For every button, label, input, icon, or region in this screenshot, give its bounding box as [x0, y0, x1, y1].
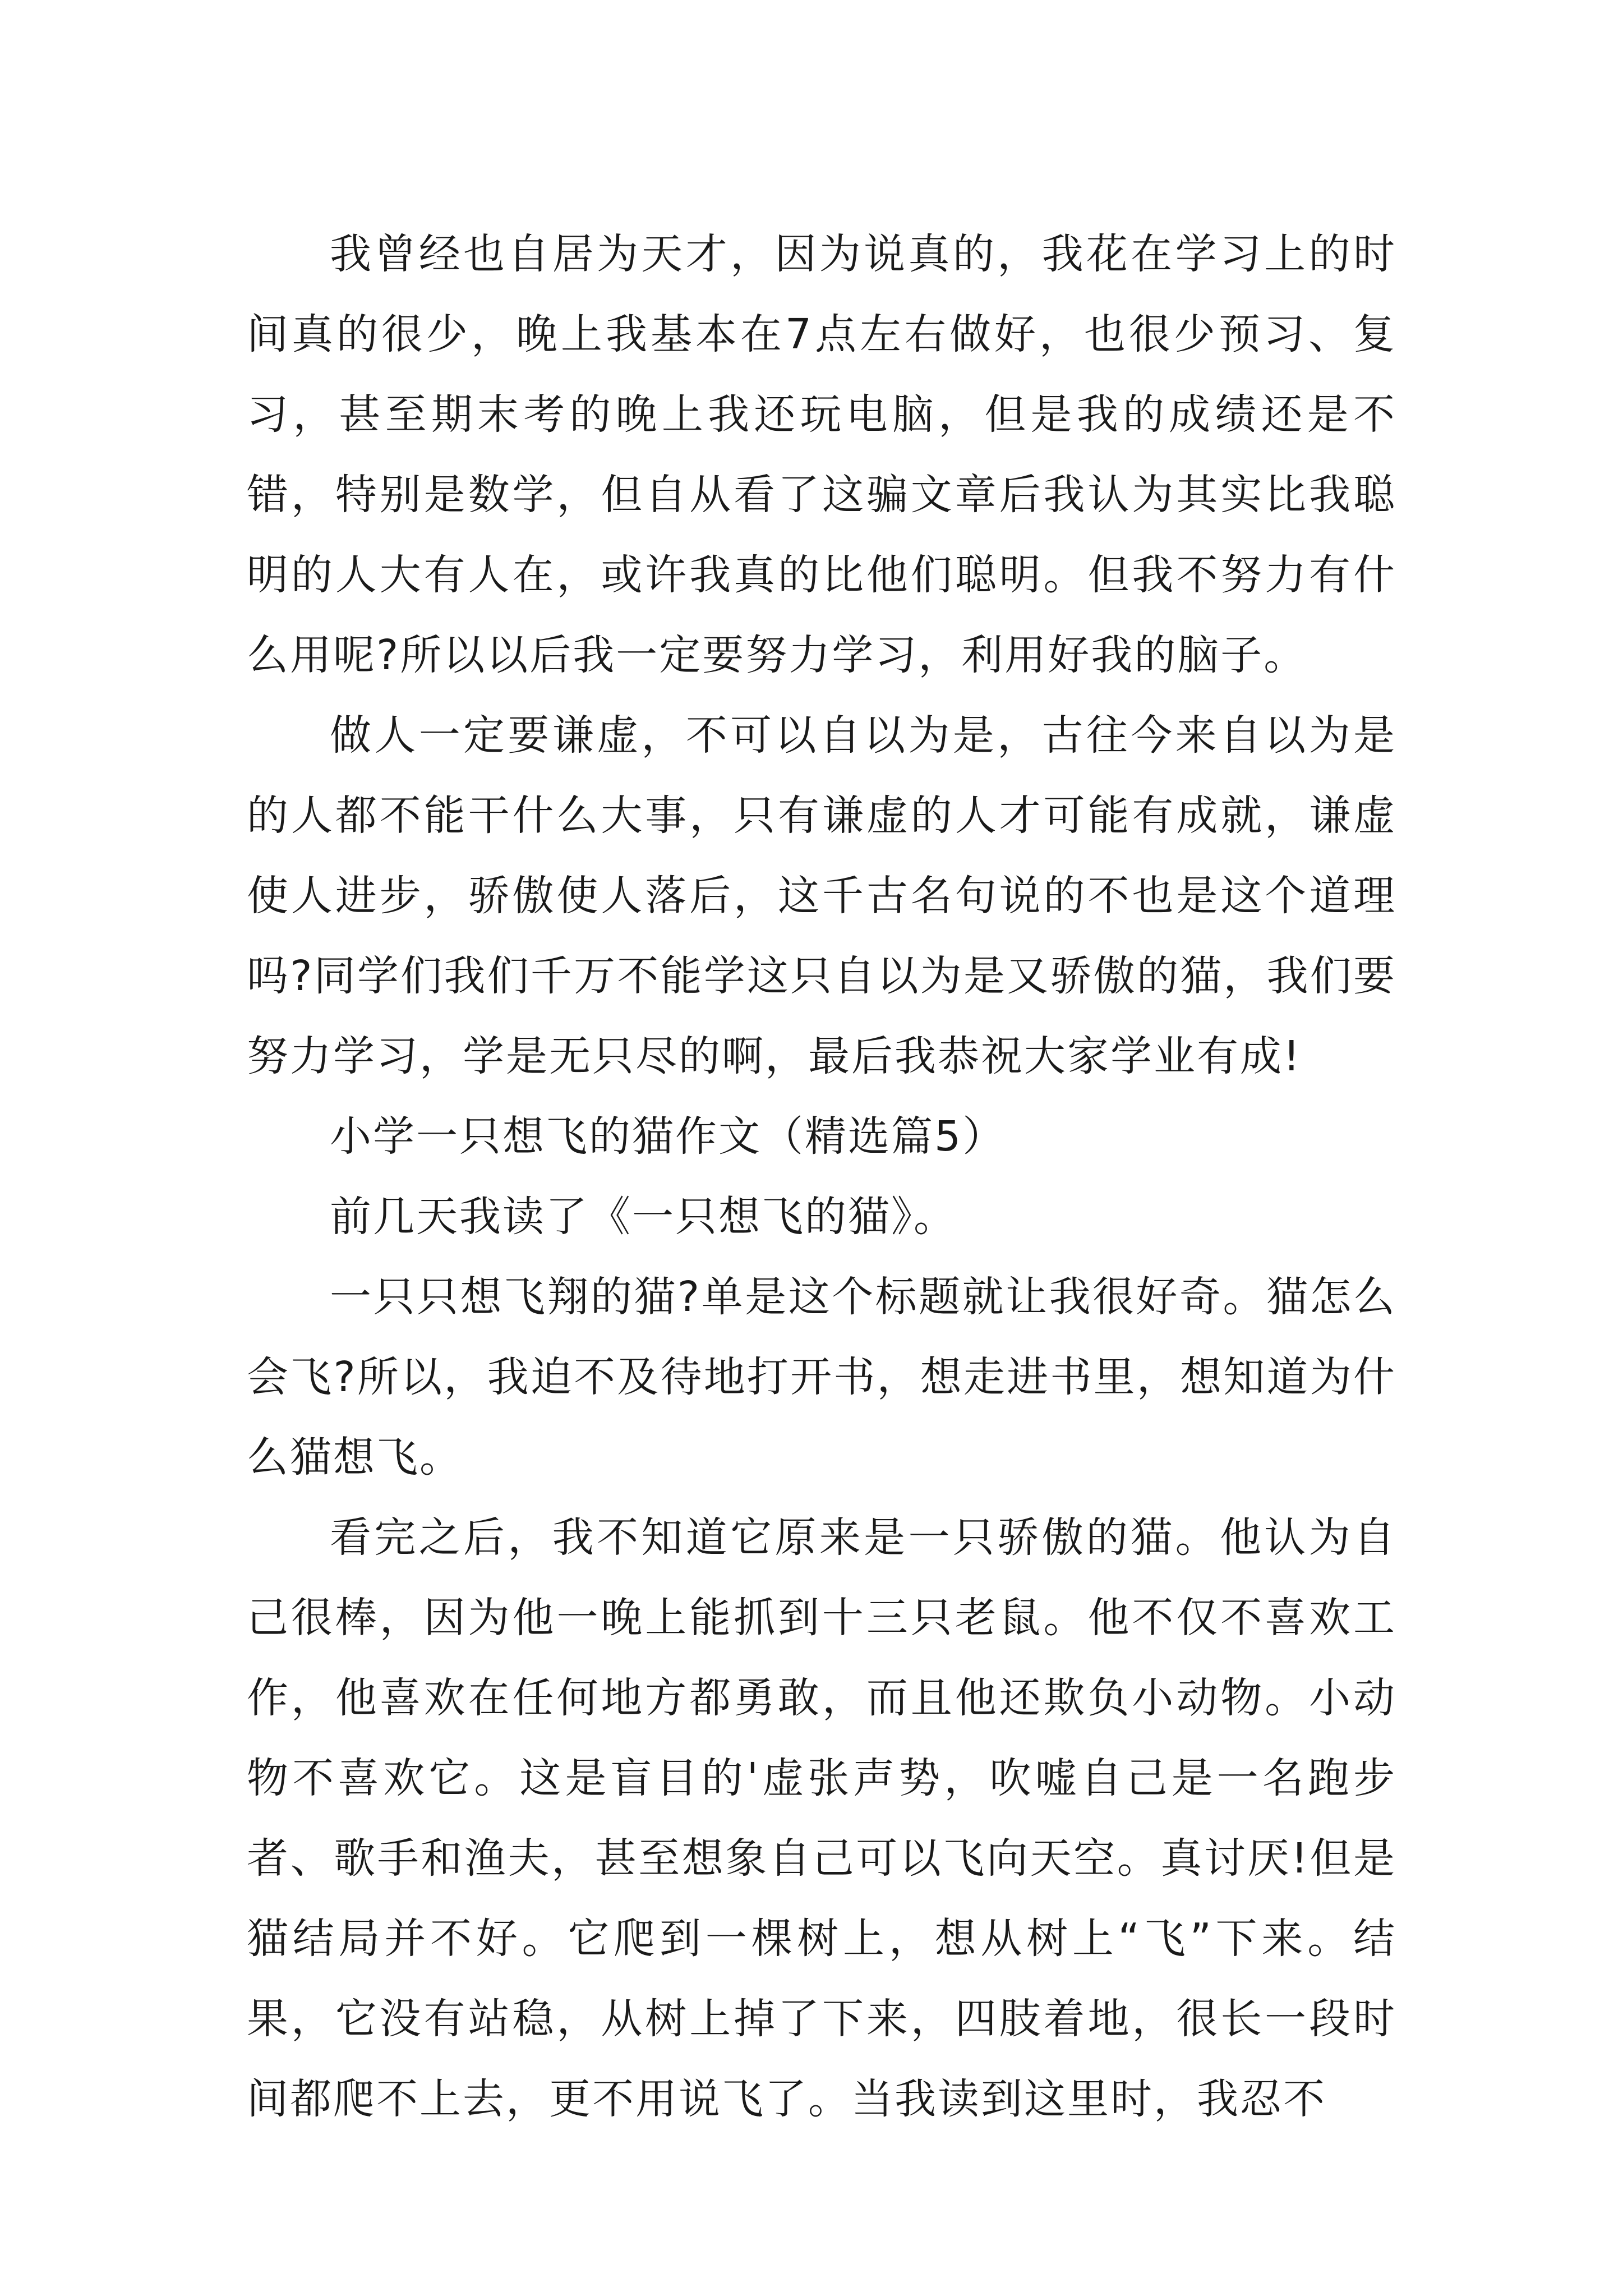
paragraph-4: 一只只想飞翔的猫?单是这个标题就让我很好奇。猫怎么会飞?所以，我迫不及待地打开书，想走进书里，想知道为什么猫想飞。 [247, 1273, 1396, 1481]
section-heading: 小学一只想飞的猫作文（精选篇5） [330, 1112, 1006, 1161]
paragraph-5: 看完之后，我不知道它原来是一只骄傲的猫。他认为自己很棒，因为他一晚上能抓到十三只老鼠。他不仅不喜欢工作，他喜欢在任何地方都勇敢，而且他还欺负小动物。小动物不喜欢它。这是盲目的'虚张声势，吹嘘自己是一名跑步者、歌手和渔夫，甚至想象自己可以飞向天空。真讨厌!但是猫结局并不好。它爬到一棵树上，想从树上“飞”下来。结果，它没有站稳，从树上掉了下来，四肢着地，很长一段时间都爬不上去，更不用说飞了。当我读到这里时，我忍不 [247, 1513, 1396, 2123]
paragraph-1: 我曾经也自居为天才，因为说真的，我花在学习上的时间真的很少，晚上我基本在7点左右做好，也很少预习、复习，甚至期末考的晚上我还玩电脑，但是我的成绩还是不错，特别是数学，但自从看了这骗文章后我认为其实比我聪明的人大有人在，或许我真的比他们聪明。但我不努力有什么用呢?所以以后我一定要努力学习，利用好我的脑子。 [247, 230, 1396, 679]
document-body [247, 214, 1396, 2139]
paragraph-3: 前几天我读了《一只想飞的猫》。 [330, 1193, 957, 1241]
paragraph-2: 做人一定要谦虚，不可以自以为是，古往今来自以为是的人都不能干什么大事，只有谦虚的人才可能有成就，谦虚使人进步，骄傲使人落后，这千古名句说的不也是这个道理吗?同学们我们千万不能学这只自以为是又骄傲的猫，我们要努力学习，学是无只尽的啊，最后我恭祝大家学业有成! [247, 711, 1396, 1080]
